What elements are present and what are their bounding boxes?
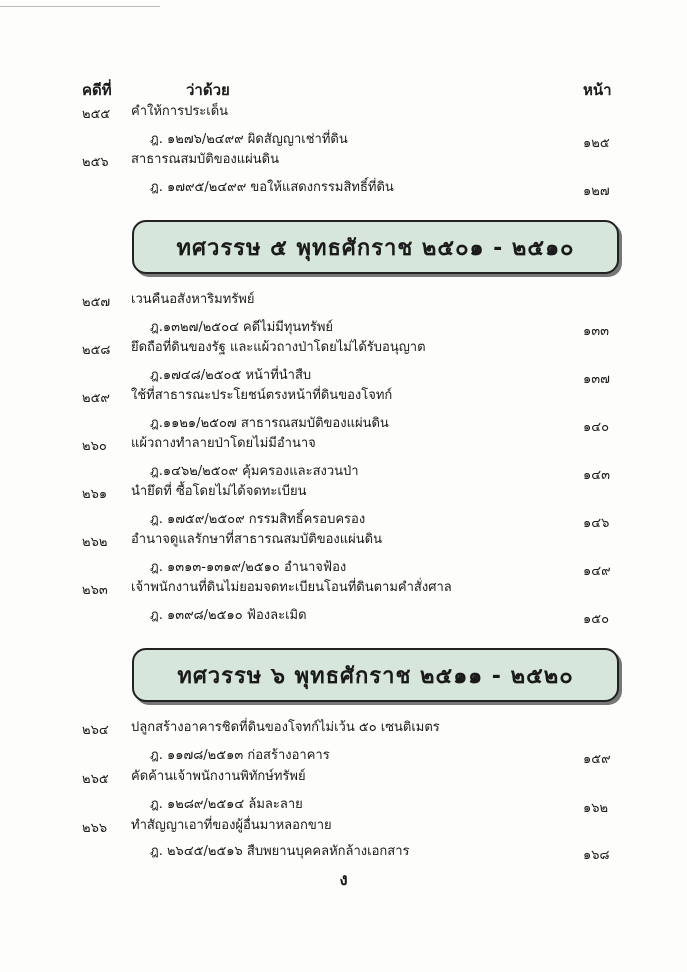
entry-number: ๒๕๖ xyxy=(82,155,109,170)
entry-citation: ฎ. ๑๒๗๖/๒๔๙๙ ผิดสัญญาเช่าที่ดิน xyxy=(150,132,348,147)
entry-citation: ฎ. ๑๑๗๘/๒๕๑๓ ก่อสร้างอาคาร xyxy=(150,748,330,763)
entry-page: ๑๔๙ xyxy=(583,564,611,579)
entry-number: ๒๖๐ xyxy=(82,439,107,454)
entry-number: ๒๖๖ xyxy=(82,821,108,836)
entry-title: คัดค้านเจ้าพนักงานพิทักษ์ทรัพย์ xyxy=(131,769,306,784)
header-subject: ว่าด้วย xyxy=(186,81,230,99)
entry-title: อำนาจดูแลรักษาที่สาธารณสมบัติของแผ่นดิน xyxy=(131,532,382,547)
entry-number: ๒๕๗ xyxy=(82,295,111,310)
entry-title: ใช้ที่สาธารณะประโยชน์ตรงหน้าที่ดินของโจทก์ xyxy=(131,388,393,403)
entry-page: ๑๓๗ xyxy=(583,372,610,387)
entry-number: ๒๖๒ xyxy=(82,535,108,550)
entry-page: ๑๔๐ xyxy=(583,420,610,435)
entry-citation: ฎ.๑๓๒๗/๒๕๐๔ คดีไม่มีทุนทรัพย์ xyxy=(150,320,334,335)
entry-title: แผ้วถางทำลายป่าโดยไม่มีอำนาจ xyxy=(131,436,316,451)
entry-citation: ฎ. ๑๒๘๙/๒๕๑๔ ล้มละลาย xyxy=(150,797,303,812)
entry-number: ๒๖๔ xyxy=(82,723,109,738)
entry-number: ๒๕๙ xyxy=(82,391,110,406)
header-page: หน้า xyxy=(583,81,612,99)
entry-number: ๒๕๕ xyxy=(82,107,111,122)
entry-citation: ฎ. ๑๗๕๙/๒๕๐๙ กรรมสิทธิ์ครอบครอง xyxy=(150,512,366,527)
entry-page: ๑๓๓ xyxy=(583,324,610,339)
entry-title: เวนคืนอสังหาริมทรัพย์ xyxy=(131,292,255,307)
entry-title: นำยึดที่ ซื้อโดยไม่ได้จดทะเบียน xyxy=(131,484,307,499)
entry-citation: ฎ. ๑๓๑๓-๑๓๑๙/๒๕๑๐ อำนาจฟ้อง xyxy=(150,560,347,575)
entry-number: ๒๕๘ xyxy=(82,343,111,358)
entry-title: ทำสัญญาเอาที่ของผู้อื่นมาหลอกขาย xyxy=(131,818,332,833)
entry-citation: ฎ. ๑๗๙๕/๒๔๙๙ ขอให้แสดงกรรมสิทธิ์ที่ดิน xyxy=(150,180,394,195)
entry-page: ๑๒๗ xyxy=(583,184,610,199)
entry-page: ๑๕๐ xyxy=(583,612,610,627)
entry-title: ยึดถือที่ดินของรัฐ และแผ้วถางป่าโดยไม่ได้รับอนุญาต xyxy=(131,340,426,355)
entry-page: ๑๖๒ xyxy=(583,801,609,816)
entry-citation: ฎ.๑๑๒๑/๒๕๐๗ สาธารณสมบัติของแผ่นดิน xyxy=(150,416,389,431)
entry-citation: ฎ.๑๗๔๘/๒๕๐๕ หน้าที่นำสืบ xyxy=(150,368,312,383)
top-rule xyxy=(0,6,160,7)
entry-page: ๑๔๓ xyxy=(583,468,610,483)
entry-citation: ฎ. ๑๓๙๘/๒๕๑๐ ฟ้องละเมิด xyxy=(150,608,307,623)
entry-number: ๒๖๓ xyxy=(82,583,108,598)
entry-title: สาธารณสมบัติของแผ่นดิน xyxy=(131,152,279,167)
entry-number: ๒๖๕ xyxy=(82,772,109,787)
entry-title: เจ้าพนักงานที่ดินไม่ยอมจดทะเบียนโอนที่ดินตามคำสั่งศาล xyxy=(131,580,452,595)
entry-page: ๑๔๖ xyxy=(583,516,610,531)
header-case: คดีที่ xyxy=(82,81,112,99)
entry-page: ๑๒๕ xyxy=(583,136,610,151)
entry-page: ๑๕๙ xyxy=(583,752,611,767)
entry-citation: ฎ.๑๔๖๒/๒๕๐๙ คุ้มครองและสงวนป่า xyxy=(150,464,359,479)
entry-citation: ฎ. ๒๖๔๕/๒๕๑๖ สืบพยานบุคคลหักล้างเอกสาร xyxy=(150,844,410,859)
decade-banner: ทศวรรษ ๕ พุทธศักราช ๒๕๐๑ - ๒๕๑๐ xyxy=(132,220,619,274)
entry-title: คำให้การประเด็น xyxy=(131,104,229,119)
page-number: ง xyxy=(339,870,348,890)
entry-number: ๒๖๑ xyxy=(82,487,108,502)
entry-title: ปลูกสร้างอาคารชิดที่ดินของโจทก์ไม่เว้น ๕๐ เซนติเมตร xyxy=(131,720,440,735)
decade-banner: ทศวรรษ ๖ พุทธศักราช ๒๕๑๑ - ๒๕๒๐ xyxy=(132,648,619,702)
entry-page: ๑๖๘ xyxy=(583,848,610,863)
